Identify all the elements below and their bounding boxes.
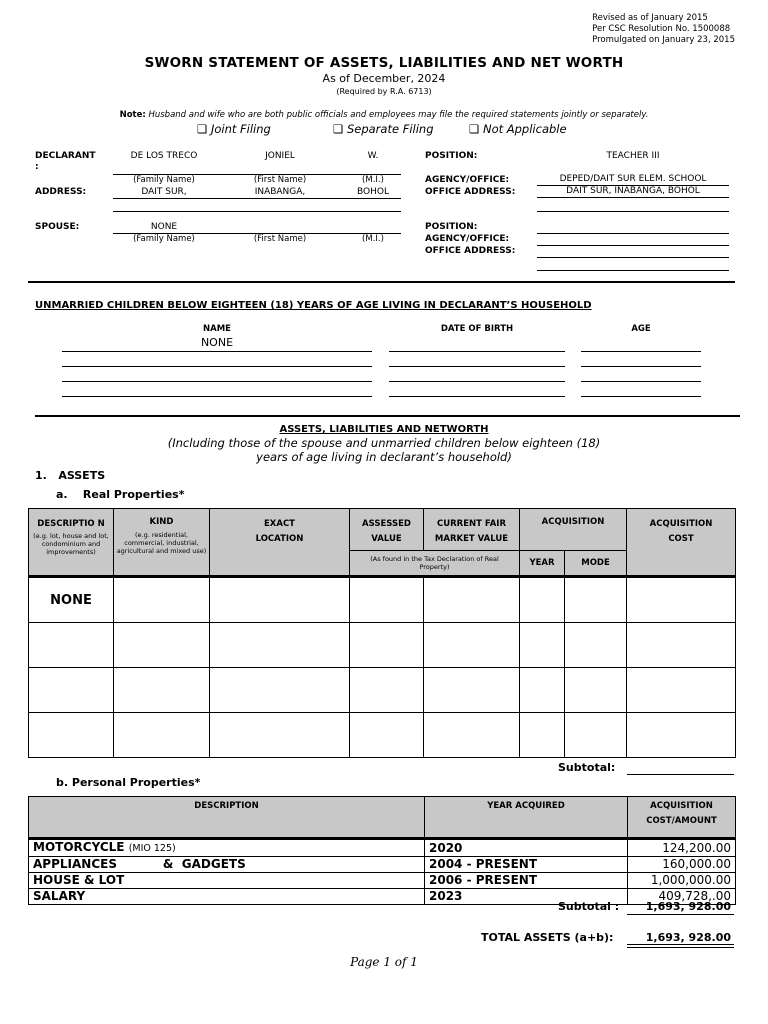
table-cell[interactable] xyxy=(350,713,424,758)
alnw-subheading-1: (Including those of the spouse and unmarried children below eighteen (18) xyxy=(167,436,601,450)
spouse-label: SPOUSE: xyxy=(35,222,80,232)
table-cell[interactable] xyxy=(210,713,350,758)
position-label: POSITION: xyxy=(425,151,478,161)
col-description xyxy=(29,509,114,577)
table-cell[interactable] xyxy=(350,623,424,668)
col-fair-market-label: CURRENT FAIR MARKET VALUE xyxy=(434,519,509,544)
spouse-family-caption: (Family Name) xyxy=(133,234,195,244)
note-text: Husband and wife who are both public officials and employees may file the required statements jointly or separately. xyxy=(148,110,649,120)
real-properties-heading: a. Real Properties* xyxy=(56,488,185,501)
table-cell[interactable] xyxy=(520,623,565,668)
position-value[interactable]: TEACHER III xyxy=(606,151,660,161)
pp-year[interactable]: 2023 xyxy=(425,889,628,905)
table-cell[interactable] xyxy=(114,577,210,623)
col-acquisition xyxy=(520,509,627,551)
table-cell[interactable] xyxy=(210,668,350,713)
table-cell[interactable] xyxy=(627,623,736,668)
spouse-position-label: POSITION: xyxy=(425,222,478,232)
address-label: ADDRESS: xyxy=(35,187,87,197)
col-kind-label: KIND xyxy=(149,517,174,527)
total-assets-value[interactable]: 1,693, 928.00 xyxy=(645,931,731,944)
real-properties-table xyxy=(28,508,736,758)
pp-amount[interactable]: 1,000,000.00 xyxy=(628,873,736,889)
col-acquisition-label: ACQUISITION xyxy=(541,517,605,527)
personal-subtotal-label: Subtotal : xyxy=(558,900,620,913)
table-cell[interactable] xyxy=(424,713,520,758)
table-cell[interactable] xyxy=(29,668,114,713)
pp-description[interactable]: APPLIANCES & GADGETS xyxy=(29,857,425,873)
real-subtotal-field[interactable] xyxy=(627,774,734,775)
col-kind xyxy=(114,509,210,577)
alnw-subheading-2: years of age living in declarant’s household) xyxy=(256,450,512,464)
table-cell[interactable] xyxy=(210,623,350,668)
table-cell[interactable] xyxy=(29,713,114,758)
pp-col-year: YEAR ACQUIRED xyxy=(425,797,628,839)
table-row xyxy=(29,873,736,889)
alnw-heading: ASSETS, LIABILITIES AND NETWORTH xyxy=(279,424,489,435)
table-cell[interactable] xyxy=(114,623,210,668)
children-heading: UNMARRIED CHILDREN BELOW EIGHTEEN (18) YEARS OF AGE LIVING IN DECLARANT’S HOUSEHOLD xyxy=(35,300,592,311)
mi-caption: (M.I.) xyxy=(362,175,384,185)
required-by: (Required by R.A. 6713) xyxy=(336,87,432,96)
children-age-header: AGE xyxy=(631,324,651,334)
table-cell[interactable] xyxy=(627,668,736,713)
table-cell[interactable] xyxy=(627,577,736,623)
table-row xyxy=(29,623,736,668)
col-cost-label: ACQUISITION COST xyxy=(649,519,713,544)
table-cell[interactable] xyxy=(424,577,520,623)
section-divider xyxy=(28,281,735,283)
table-cell[interactable] xyxy=(29,623,114,668)
col-cost xyxy=(627,509,736,577)
pp-year[interactable]: 2006 - PRESENT xyxy=(425,873,628,889)
personal-subtotal-value[interactable]: 1,693, 928.00 xyxy=(645,900,731,913)
table-row xyxy=(29,668,736,713)
spouse-agency-label: AGENCY/OFFICE: xyxy=(425,234,510,244)
table-cell[interactable] xyxy=(565,623,627,668)
table-cell[interactable] xyxy=(114,668,210,713)
personal-properties-table xyxy=(28,796,736,905)
table-cell[interactable] xyxy=(565,668,627,713)
col-kind-note: (e.g. residential, commercial, industrial, agricultural and mixed use) xyxy=(116,531,207,555)
table-cell[interactable] xyxy=(565,577,627,623)
separate-filing-checkbox[interactable]: ❑ Separate Filing xyxy=(333,122,434,136)
revision-block xyxy=(592,13,735,46)
table-cell[interactable] xyxy=(565,713,627,758)
table-cell[interactable] xyxy=(520,713,565,758)
personal-properties-heading: b. Personal Properties* xyxy=(56,776,201,789)
revision-line: Revised as of January 2015 xyxy=(592,13,708,23)
address-province[interactable]: BOHOL xyxy=(357,187,389,197)
declarant-label: DECLARANT xyxy=(35,151,96,161)
spouse-first-caption: (First Name) xyxy=(253,234,307,244)
declarant-colon: : xyxy=(35,162,39,172)
table-cell[interactable] xyxy=(210,577,350,623)
pp-description[interactable]: HOUSE & LOT xyxy=(29,873,425,889)
children-dob-header: DATE OF BIRTH xyxy=(440,324,514,334)
assets-heading: 1. ASSETS xyxy=(35,469,106,482)
col-location-label: EXACT LOCATION xyxy=(255,519,304,544)
address-barangay[interactable]: DAIT SUR, xyxy=(141,187,187,197)
address-town[interactable]: INABANGA, xyxy=(254,187,306,197)
total-assets-label: TOTAL ASSETS (a+b): xyxy=(481,931,614,944)
table-row xyxy=(29,839,736,857)
pp-col-description: DESCRIPTION xyxy=(29,797,425,839)
family-name-caption: (Family Name) xyxy=(133,175,195,185)
declarant-family-name[interactable]: DE LOS TRECO xyxy=(130,151,198,161)
table-cell[interactable] xyxy=(350,577,424,623)
col-fair-market xyxy=(424,509,520,551)
pp-description[interactable] xyxy=(29,839,425,857)
pp-col-cost: ACQUISITION COST/AMOUNT xyxy=(628,797,736,839)
children-name-value[interactable]: NONE xyxy=(200,336,234,349)
table-row xyxy=(29,713,736,758)
spouse-mi-caption: (M.I.) xyxy=(362,234,384,244)
table-cell[interactable] xyxy=(520,668,565,713)
revision-line: Per CSC Resolution No. 1500088 xyxy=(592,24,731,34)
col-description-note: (e.g. lot, house and lot, condominium and improvements) xyxy=(33,532,109,556)
revision-line: Promulgated on January 23, 2015 xyxy=(592,35,735,45)
col-description-label: DESCRIPTIO N xyxy=(37,519,105,529)
section-divider xyxy=(35,415,740,417)
table-row xyxy=(29,577,736,623)
table-cell[interactable] xyxy=(350,668,424,713)
table-cell[interactable] xyxy=(627,713,736,758)
children-name-header: NAME xyxy=(203,324,231,334)
joint-filing-checkbox[interactable]: ❑ Joint Filing xyxy=(197,122,271,136)
real-property-description[interactable]: NONE xyxy=(29,577,114,623)
first-name-caption: (First Name) xyxy=(253,175,307,185)
form-title: SWORN STATEMENT OF ASSETS, LIABILITIES AND NET WORTH xyxy=(144,55,624,71)
page-number: Page 1 of 1 xyxy=(350,955,418,969)
declarant-mi[interactable]: W. xyxy=(367,151,379,161)
pp-description[interactable]: SALARY xyxy=(29,889,425,905)
office-address-label: OFFICE ADDRESS: xyxy=(425,187,516,197)
pp-year[interactable]: 2020 xyxy=(425,839,628,857)
agency-label: AGENCY/OFFICE: xyxy=(425,175,510,185)
col-assessed-label: ASSESSED VALUE xyxy=(362,519,411,544)
agency-value[interactable]: DEPED/DAIT SUR ELEM. SCHOOL xyxy=(559,174,707,184)
table-cell[interactable] xyxy=(520,577,565,623)
col-year: YEAR xyxy=(520,551,565,577)
pp-amount[interactable]: 160,000.00 xyxy=(628,857,736,873)
note-label: Note: xyxy=(119,110,146,120)
spouse-family-name[interactable]: NONE xyxy=(150,222,178,232)
pp-description-text: MOTORCYCLE xyxy=(33,840,125,854)
not-applicable-checkbox[interactable]: ❑ Not Applicable xyxy=(469,122,567,136)
table-cell[interactable] xyxy=(114,713,210,758)
pp-amount[interactable]: 124,200.00 xyxy=(628,839,736,857)
spouse-office-address-label: OFFICE ADDRESS: xyxy=(425,246,516,256)
table-cell[interactable] xyxy=(424,668,520,713)
tax-declaration-note: (As found in the Tax Declaration of Real Property) xyxy=(370,555,499,571)
tax-declaration-note-cell xyxy=(350,551,520,577)
office-address-value[interactable]: DAIT SUR, INABANGA, BOHOL xyxy=(566,186,700,196)
filing-note xyxy=(0,110,768,120)
pp-description-detail: (MIO 125) xyxy=(128,843,176,854)
pp-year[interactable]: 2004 - PRESENT xyxy=(425,857,628,873)
real-subtotal-label: Subtotal: xyxy=(558,761,616,774)
pp-amount[interactable]: 409,728,.00 xyxy=(628,889,736,905)
col-mode: MODE xyxy=(565,551,627,577)
table-cell[interactable] xyxy=(424,623,520,668)
as-of-date: As of December, 2024 xyxy=(322,72,446,85)
declarant-first-name[interactable]: JONIEL xyxy=(265,151,295,161)
col-location xyxy=(210,509,350,577)
col-assessed xyxy=(350,509,424,551)
table-row xyxy=(29,857,736,873)
